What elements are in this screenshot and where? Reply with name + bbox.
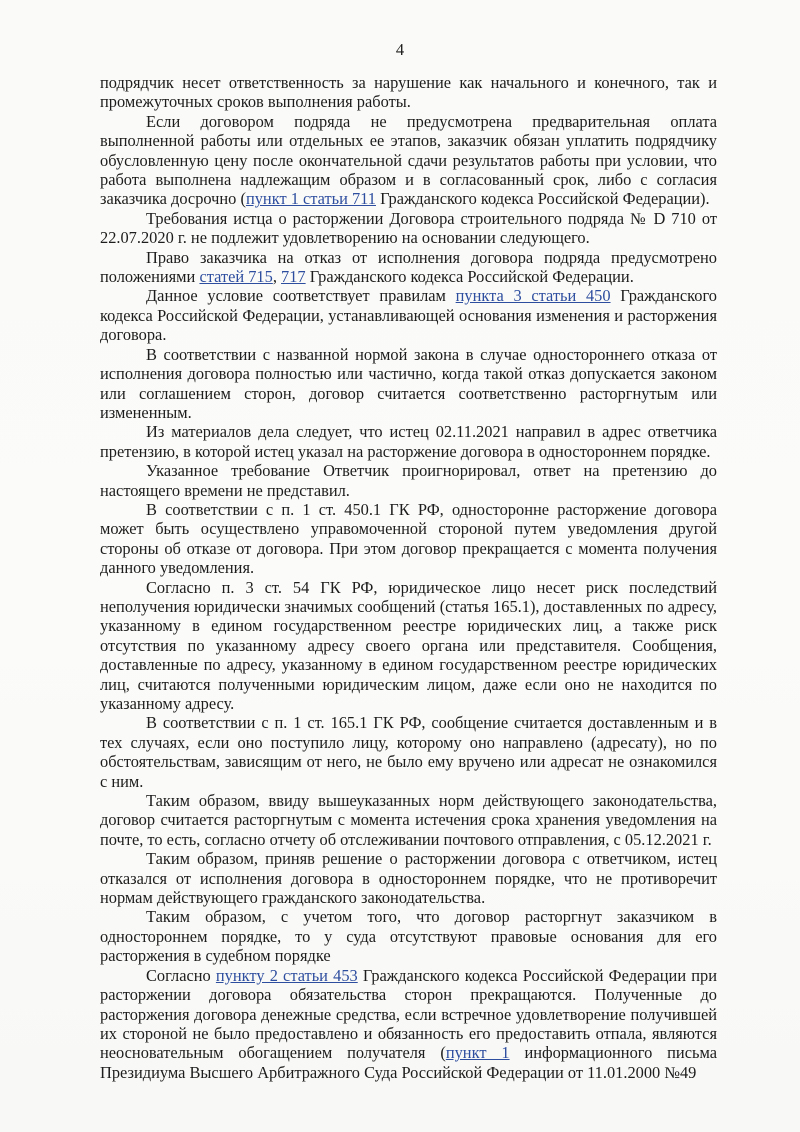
text-run: Данное условие соответствует правилам [146, 286, 456, 306]
paragraph [100, 73, 717, 112]
paragraph [100, 791, 717, 849]
paragraph [100, 112, 717, 209]
inline-link[interactable]: пункта 3 статьи 450 [455, 286, 611, 306]
text-run: Если договором подряда не предусмотрена предварительная оплата выполненной работы или отдельных ее этапов, заказчик обязан уплатить подрядчику обусловленную цену после окончательной сдачи результатов работы при условии, что работа выполнена надлежащим образом и в согласованный срок, либо с согласия заказчика досрочно ( [100, 111, 717, 209]
page-number: 4 [395, 40, 405, 59]
text-run: В соответствии с названной нормой закона в случае одностороннего отказа от исполнения договора полностью или частично, когда такой отказ допускается законом или соглашением сторон, договор считается соответственно расторгнутым или измененным. [100, 344, 717, 422]
paragraph [100, 422, 717, 461]
text-run: Гражданского кодекса Российской Федерации). [375, 189, 710, 209]
paragraph [100, 849, 717, 907]
inline-link[interactable]: статей 715 [199, 267, 273, 287]
paragraph [100, 578, 717, 714]
text-run: , [272, 267, 282, 287]
paragraph [100, 713, 717, 791]
paragraph [100, 248, 717, 287]
paragraph [100, 209, 717, 248]
text-run: Гражданского кодекса Российской Федерации, устанавливающей основания изменения и расторжения договора. [100, 286, 717, 345]
text-run: Гражданского кодекса Российской Федерации. [305, 267, 634, 287]
document-body [100, 73, 717, 1082]
text-run: подрядчик несет ответственность за нарушение как начального и конечного, так и промежуточных сроков выполнения работы. [100, 73, 717, 112]
text-run: Указанное требование Ответчик проигнорировал, ответ на претензию до настоящего времени не представил. [100, 461, 717, 500]
text-run: Согласно [146, 965, 216, 985]
inline-link[interactable]: пункт 1 статьи 711 [245, 189, 376, 209]
text-run: Таким образом, приняв решение о расторжении договора с ответчиком, истец отказался от исполнения договора в одностороннем порядке, что не противоречит нормам действующего гражданского законодательства. [100, 849, 717, 908]
text-run: Требования истца о расторжении Договора строительного подряда № D 710 от 22.07.2020 г. не подлежит удовлетворению на основании следующего. [100, 208, 717, 248]
paragraph [100, 907, 717, 965]
text-run: Согласно п. 3 ст. 54 ГК РФ, юридическое лицо несет риск последствий неполучения юридически значимых сообщений (статья 165.1), доставленных по адресу, указанному в едином государственном реестре юридических лиц, а также риск отсутствия по указанному адресу своего органа или представителя. Сообщения, доставленные по адресу, указанному в едином государственном реестре юридических лиц, считаются полученными юридическим лицом, даже если оно не находится по указанному адресу. [100, 577, 717, 713]
inline-link[interactable]: пункт 1 [445, 1043, 510, 1063]
text-run: Таким образом, с учетом того, что договор расторгнут заказчиком в одностороннем порядке, то у суда отсутствуют правовые основания для его расторжения в судебном порядке [100, 907, 717, 966]
text-run: Из материалов дела следует, что истец 02.11.2021 направил в адрес ответчика претензию, в которой истец указал на расторжение договора в одностороннем порядке. [100, 422, 717, 461]
paragraph [100, 461, 717, 500]
paragraph [100, 345, 717, 423]
inline-link[interactable]: пункту 2 статьи 453 [215, 965, 358, 985]
paragraph [100, 966, 717, 1082]
text-run: Гражданского кодекса Российской Федерации при расторжении договора обязательства сторон прекращаются. Полученные до расторжения договора денежные средства, если встречное удовлетворение получившей их стороной не было предоставлено и обязанность его предоставить отпала, являются неосновательным обогащением получателя ( [100, 965, 717, 1063]
paragraph [100, 500, 717, 578]
text-run: Право заказчика на отказ от исполнения договора подряда предусмотрено положениями [100, 247, 717, 287]
inline-link[interactable]: 717 [281, 267, 306, 287]
text-run: Таким образом, ввиду вышеуказанных норм действующего законодательства, договор считается расторгнутым с момента истечения срока хранения уведомления на почте, то есть, согласно отчету об отслеживании почтового отправления, с 05.12.2021 г. [100, 791, 717, 849]
paragraph [100, 286, 717, 344]
text-run: информационного письма Президиума Высшего Арбитражного Суда Российской Федерации от 11.01.2000 №49 [100, 1043, 717, 1082]
text-run: В соответствии с п. 1 ст. 165.1 ГК РФ, сообщение считается доставленным и в тех случаях, если оно поступило лицу, которому оно направлено (адресату), но по обстоятельствам, зависящим от него, не было ему вручено или адресат не ознакомился с ним. [100, 713, 717, 791]
text-run: В соответствии с п. 1 ст. 450.1 ГК РФ, односторонне расторжение договора может быть осуществлено управомоченной стороной путем уведомления другой стороны об отказе от договора. При этом договор прекращается с момента получения данного уведомления. [100, 499, 717, 578]
